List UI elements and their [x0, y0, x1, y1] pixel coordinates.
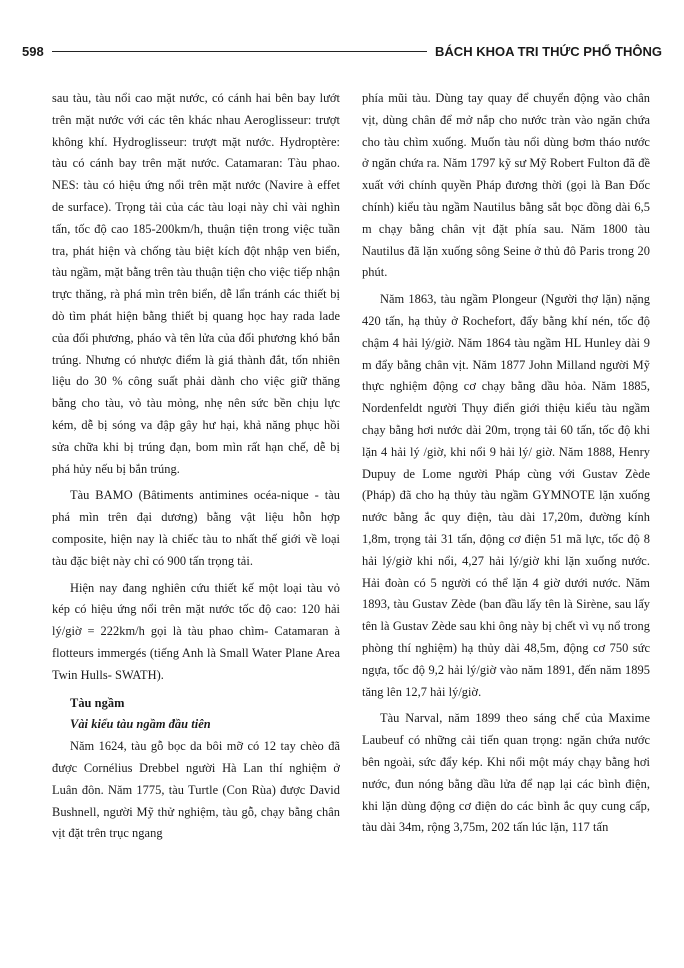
- paragraph: Hiện nay đang nghiên cứu thiết kế một loại tàu vỏ kép có hiệu ứng nổi trên mặt nước tốc độ cao: 120 hải lý/giờ = 222km/h gọi là tàu phao chìm- Catamaran à flotteurs immergés (tiếng Anh là Small Water Plane Area Twin Hulls- SWATH).: [52, 580, 340, 682]
- paragraph: Tàu BAMO (Bâtiments antimines océa-nique - tàu phá mìn trên đại dương) bằng vật liệu hỗn hợp composite, hiện nay là chiếc tàu to nhất thế giới về loại tàu đặc biệt này chỉ có 900 tấn trọng tải.: [52, 488, 340, 568]
- left-column: [52, 88, 340, 958]
- paragraph: sau tàu, tàu nổi cao mặt nước, có cánh hai bên bay lướt trên mặt nước với các tên khác nhau Aeroglisseur: trượt không khí. Hydroglisseur: trượt mặt nước. Hydroptère: tàu có cánh bay trên mặt nước. Catamaran: Tàu phao. NES: tàu có hiệu ứng nổi trên mặt nước (Navire à effet de surface). Trọng tải của các tàu loại này chỉ vài nghìn tấn, tốc độ cao 185-200km/h, thuận tiện trong việc tuần tra, phát hiện và chống tàu biệt kích đột nhập ven biển, tàu ngầm, mặt bằng trên tàu thuận tiện cho việc tiếp nhận trực thăng, rà phá mìn trên biển, dễ lẩn tránh các thiết bị dò tìm phát hiện bằng thiết bị quang học hay rada lade của đối phương, pháo và tên lửa của đối phương khó bắn trúng. Nhưng có nhược điểm là giá thành đắt, tốn nhiên liệu do 30 % công suất phải dành cho việc giữ thăng bằng cho tàu, vỏ tàu mỏng, nhẹ nên sức bền chịu lực kém, dễ bị sóng va đập gây hư hại, khả năng phục hồi sửa chữa khi bị trúng đạn, bom mìn rất hạn chế, dễ bị phá hủy nếu bị bắn trúng.: [52, 91, 340, 476]
- page-number: 598: [22, 43, 44, 59]
- book-title: BÁCH KHOA TRI THỨC PHỔ THÔNG: [435, 43, 662, 59]
- paragraph: Năm 1624, tàu gỗ bọc da bôi mỡ có 12 tay chèo đã được Cornélius Drebbel người Hà Lan thí nghiệm ở Luân đôn. Năm 1775, tàu Turtle (Con Rùa) được David Bushnell, người Mỹ thử nghiệm, tàu gỗ, chạy bằng chân vịt đặt trên trục ngang: [52, 739, 340, 841]
- paragraph: phía mũi tàu. Dùng tay quay để chuyển động vào chân vịt, dùng chân để mở nắp cho nước tràn vào ngăn chứa cho tàu chìm xuống. Muốn tàu nổi dùng bơm tháo nước ở ngăn chứa ra. Năm 1797 kỹ sư Mỹ Robert Fulton đã đề xuất với chính quyền Pháp đương thời (gọi là Ban Đốc chính) kiểu tàu ngầm Nautilus bằng sắt bọc đồng dài 6,5 m chạy bằng chân vịt đặt phía sau. Năm 1800 tàu Nautilus đã lặn xuống sông Seine ở thủ đô Paris trong 20 phút.: [362, 91, 650, 280]
- paragraph: Tàu Narval, năm 1899 theo sáng chế của Maxime Laubeuf có những cải tiến quan trọng: ngăn chứa nước bên ngoài, sức đẩy kép. Khi nổi một máy chạy bằng hơi nước, đun nóng bằng dầu lửa để nạp lại các bình điện, khi lặn dùng động cơ điện do các bình ắc quy cung cấp, tàu dài 34m, rộng 3,75m, 202 tấn lúc lặn, 117 tấn: [362, 711, 650, 835]
- paragraph: Năm 1863, tàu ngầm Plongeur (Người thợ lặn) nặng 420 tấn, hạ thủy ở Rochefort, đẩy bằng khí nén, tốc độ chậm 4 hải lý/giờ. Năm 1864 tàu ngầm HL Hunley dài 9 m đẩy bằng chân vịt. Năm 1877 John Milland người Mỹ thực nghiệm động cơ chạy bằng dầu hỏa. Năm 1885, Nordenfeldt người Thụy điển giới thiệu kiểu tàu ngầm chạy bằng hơi nước dài 20m, trọng tải 60 tấn, tốc độ khi lặn 4 hải lý /giờ, khi nổi 9 hải lý/ giờ. Năm 1888, Henry Dupuy de Lome người Pháp cùng với Gustav Zède (Pháp) đã cho hạ thủy tàu ngầm GYMNOTE lặn xuống nước bằng ắc quy điện, tàu dài 17,20m, đường kính 1,8m, trọng tải 31 tấn, động cơ điện 51 mã lực, tốc độ 8 hải lý/giờ khi nổi, 4,27 hải lý/giờ khi lặn xuống nước. Hải đoàn có 5 người có thể lặn 4 giờ dưới nước. Năm 1893, tàu Gustav Zède (ban đầu lấy tên là Sirène, sau lấy tên là Gustav Zède sau khi ông này bị chết vì vụ nổ trong phòng thí nghiệm) hạ thủy dài 48,5m, động cơ 750 sức ngựa, tốc độ 9,2 hải lý/giờ vào năm 1891, đến năm 1895 tăng lên 12,7 hải lý/giờ.: [362, 292, 650, 699]
- section-subheading: Vài kiểu tàu ngầm đầu tiên: [70, 717, 211, 732]
- text-columns: [52, 88, 650, 958]
- header-rule: [52, 51, 427, 52]
- page-header: [22, 40, 662, 62]
- right-column: [362, 88, 650, 958]
- section-heading: Tàu ngầm: [70, 695, 125, 710]
